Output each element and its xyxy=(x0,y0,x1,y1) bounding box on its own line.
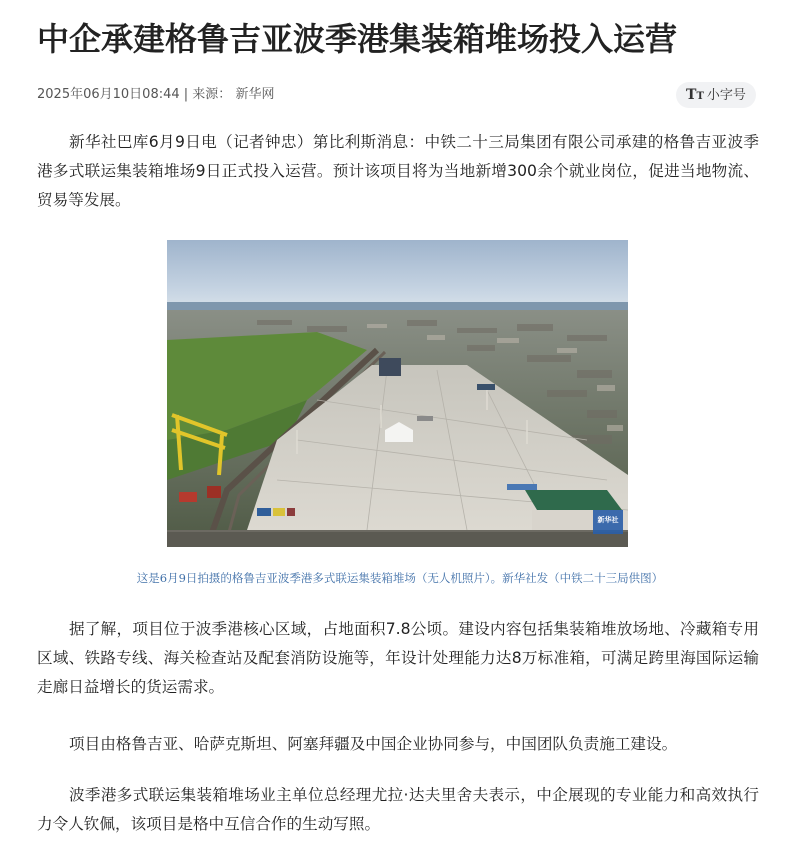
article-paragraph-4: 波季港多式联运集装箱堆场业主单位总经理尤拉·达夫里舍夫表示，中企展现的专业能力和高效执行力令人钦佩，该项目是格中互信合作的生动写照。 xyxy=(37,786,759,833)
source-name: 新华网 xyxy=(235,87,275,102)
article-paragraph-2: 据了解，项目位于波季港核心区域，占地面积7.8公顷。建设内容包括集装箱堆放场地、冷藏箱专用区域、铁路专线、海关检查站及配套消防设施等，年设计处理能力达8万标准箱，可满足跨里海国际运输走廊日益增长的货运需求。 xyxy=(37,620,759,696)
article-photo xyxy=(167,240,628,547)
article-title: 中企承建格鲁吉亚波季港集装箱堆场投入运营 xyxy=(37,20,678,58)
publish-date: 2025年06月10日08:44 xyxy=(37,87,180,102)
meta-separator: | xyxy=(183,87,193,102)
aerial-container-yard-image xyxy=(167,240,628,547)
article-paragraph-1: 新华社巴库6月9日电（记者钟忠）第比利斯消息：中铁二十三局集团有限公司承建的格鲁吉亚波季港多式联运集装箱堆场9日正式投入运营。预计该项目将为当地新增300余个就业岗位，促进当地物流、贸易等发展。 xyxy=(37,133,759,209)
photo-caption: 这是6月9日拍摄的格鲁吉亚波季港多式联运集装箱堆场（无人机照片）。新华社发（中铁二十三局供图） xyxy=(136,571,664,585)
font-size-icon: TT xyxy=(686,87,704,103)
font-size-toggle-label: 小字号 xyxy=(706,88,746,103)
xinhua-watermark: 新华社 xyxy=(597,516,619,524)
article-paragraph-3: 项目由格鲁吉亚、哈萨克斯坦、阿塞拜疆及中国企业协同参与，中国团队负责施工建设。 xyxy=(69,735,678,753)
font-size-toggle-button[interactable] xyxy=(676,82,756,108)
source-label: 来源： xyxy=(192,87,232,102)
article-meta xyxy=(37,85,274,105)
